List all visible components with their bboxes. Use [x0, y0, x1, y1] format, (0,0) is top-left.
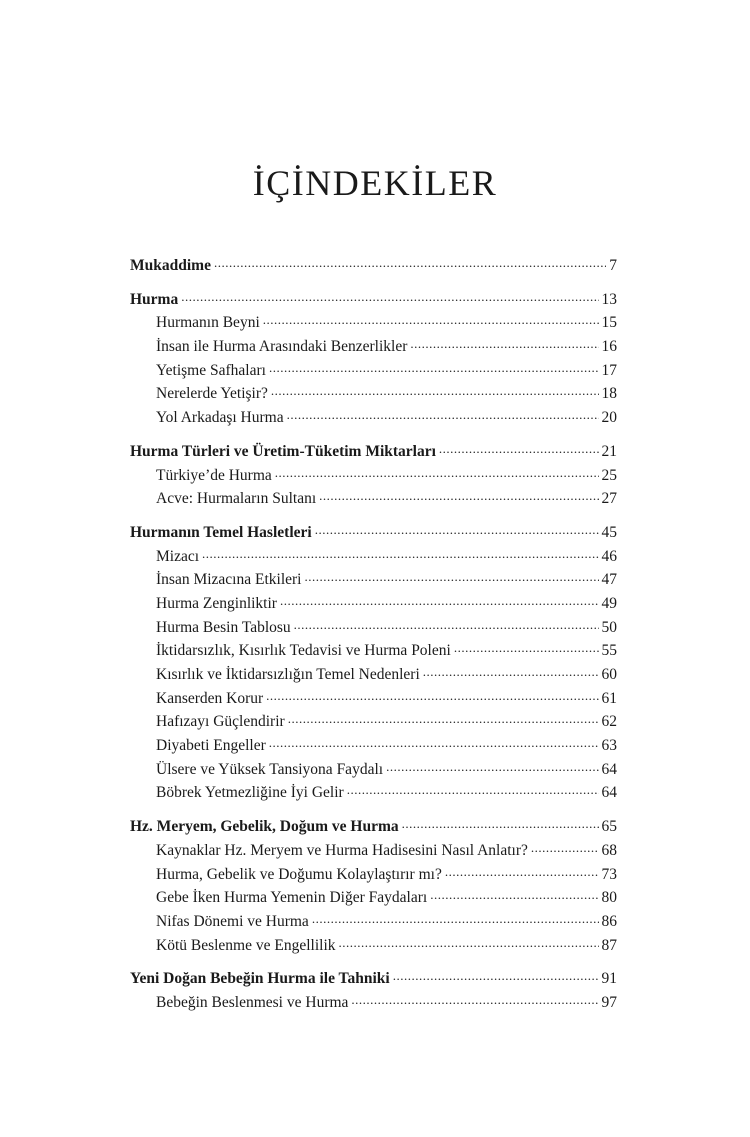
toc-page-number: 20: [601, 409, 617, 427]
toc-subentry[interactable]: [130, 545, 617, 569]
toc-entry-title: Hurma Zenginliktir: [156, 594, 277, 612]
dot-leader: [266, 689, 598, 703]
toc-subentry[interactable]: [130, 616, 617, 640]
toc-section: [130, 440, 617, 511]
toc-page-number: 16: [601, 338, 617, 356]
toc-entry-title: Yetişme Safhaları: [156, 361, 266, 379]
toc-subentry[interactable]: [130, 311, 617, 335]
toc-page-number: 80: [601, 889, 617, 907]
toc-entry-title: Kaynaklar Hz. Meryem ve Hurma Hadisesini Nasıl Anlatır?: [156, 841, 528, 859]
table-of-contents: [130, 254, 617, 1025]
toc-chapter[interactable]: [130, 440, 617, 464]
toc-subentry[interactable]: [130, 734, 617, 758]
toc-subentry[interactable]: [130, 487, 617, 511]
dot-leader: [269, 361, 599, 375]
toc-page-number: 25: [601, 466, 617, 484]
toc-chapter[interactable]: [130, 288, 617, 312]
toc-entry-title: Hafızayı Güçlendirir: [156, 713, 285, 731]
dot-leader: [402, 817, 599, 831]
dot-leader: [347, 783, 599, 797]
toc-page-number: 49: [601, 594, 617, 612]
dot-leader: [410, 337, 598, 351]
dot-leader: [269, 736, 599, 750]
toc-page-number: 62: [601, 713, 617, 731]
toc-entry-title: İnsan ile Hurma Arasındaki Benzerlikler: [156, 338, 408, 356]
dot-leader: [202, 547, 598, 561]
toc-entry-title: Böbrek Yetmezliğine İyi Gelir: [156, 784, 344, 802]
toc-chapter[interactable]: [130, 967, 617, 991]
toc-page-number: 91: [601, 970, 617, 988]
toc-page-number: 64: [601, 784, 617, 802]
toc-subentry[interactable]: [130, 406, 617, 430]
toc-entry-title: Nifas Dönemi ve Hurma: [156, 912, 309, 930]
dot-leader: [315, 523, 599, 537]
toc-subentry[interactable]: [130, 359, 617, 383]
toc-entry-title: Hurmanın Beyni: [156, 314, 260, 332]
toc-subentry[interactable]: [130, 839, 617, 863]
toc-subentry[interactable]: [130, 863, 617, 887]
toc-entry-title: Hurmanın Temel Hasletleri: [130, 523, 312, 541]
toc-page-number: 64: [601, 760, 617, 778]
toc-entry-title: Bebeğin Beslenmesi ve Hurma: [156, 993, 349, 1011]
dot-leader: [454, 641, 599, 655]
toc-page-number: 21: [601, 442, 617, 460]
dot-leader: [288, 712, 599, 726]
toc-subentry[interactable]: [130, 886, 617, 910]
dot-leader: [386, 760, 598, 774]
toc-section: [130, 288, 617, 430]
toc-entry-title: Kötü Beslenme ve Engellilik: [156, 936, 336, 954]
toc-page-number: 87: [601, 936, 617, 954]
toc-subentry[interactable]: [130, 464, 617, 488]
toc-entry-title: Mizacı: [156, 547, 200, 565]
toc-entry-title: Hurma: [130, 290, 179, 308]
toc-subentry[interactable]: [130, 710, 617, 734]
toc-entry-title: Diyabeti Engeller: [156, 737, 266, 755]
toc-subentry[interactable]: [130, 934, 617, 958]
toc-page-number: 15: [601, 314, 617, 332]
toc-section: [130, 521, 617, 805]
toc-entry-title: İnsan Mizacına Etkileri: [156, 571, 302, 589]
toc-section: [130, 254, 617, 278]
toc-entry-title: Hurma Türleri ve Üretim-Tüketim Miktarları: [130, 442, 436, 460]
toc-page-number: 55: [601, 642, 617, 660]
toc-page-number: 68: [601, 841, 617, 859]
toc-entry-title: Ülsere ve Yüksek Tansiyona Faydalı: [156, 760, 384, 778]
toc-page-number: 46: [601, 547, 617, 565]
dot-leader: [445, 865, 599, 879]
toc-subentry[interactable]: [130, 910, 617, 934]
toc-entry-title: Türkiye’de Hurma: [156, 466, 272, 484]
toc-page-number: 50: [601, 618, 617, 636]
dot-leader: [351, 993, 598, 1007]
toc-page-number: 17: [601, 361, 617, 379]
toc-subentry[interactable]: [130, 663, 617, 687]
toc-page-number: 86: [601, 912, 617, 930]
dot-leader: [393, 969, 599, 983]
toc-entry-title: Yol Arkadaşı Hurma: [156, 409, 284, 427]
dot-leader: [271, 384, 599, 398]
toc-subentry[interactable]: [130, 592, 617, 616]
toc-entry-title: Kanserden Korur: [156, 689, 264, 707]
dot-leader: [214, 256, 606, 270]
dot-leader: [339, 936, 599, 950]
toc-entry-title: Yeni Doğan Bebeğin Hurma ile Tahniki: [130, 970, 390, 988]
toc-subentry[interactable]: [130, 335, 617, 359]
toc-subentry[interactable]: [130, 639, 617, 663]
toc-section: [130, 967, 617, 1014]
dot-leader: [430, 888, 598, 902]
toc-page-number: 27: [601, 490, 617, 508]
dot-leader: [287, 408, 599, 422]
toc-entry-title: Hurma, Gebelik ve Doğumu Kolaylaştırır mı?: [156, 865, 442, 883]
toc-page-number: 73: [601, 865, 617, 883]
dot-leader: [181, 290, 598, 304]
toc-entry-title: Nerelerde Yetişir?: [156, 385, 268, 403]
toc-page-number: 61: [601, 689, 617, 707]
dot-leader: [275, 466, 599, 480]
toc-entry-title: Gebe İken Hurma Yemenin Diğer Faydaları: [156, 889, 428, 907]
toc-chapter[interactable]: [130, 815, 617, 839]
toc-chapter[interactable]: [130, 521, 617, 545]
toc-section: [130, 815, 617, 957]
dot-leader: [294, 618, 599, 632]
toc-entry-title: Hz. Meryem, Gebelik, Doğum ve Hurma: [130, 818, 399, 836]
toc-subentry[interactable]: [130, 382, 617, 406]
toc-subentry[interactable]: [130, 568, 617, 592]
dot-leader: [263, 313, 599, 327]
dot-leader: [439, 442, 599, 456]
page-title: İÇİNDEKİLER: [252, 163, 498, 204]
toc-page-number: 63: [601, 737, 617, 755]
toc-entry-title: Kısırlık ve İktidarsızlığın Temel Nedenleri: [156, 666, 420, 683]
toc-page-number: 47: [601, 571, 617, 589]
toc-subentry[interactable]: [130, 991, 617, 1015]
dot-leader: [423, 665, 599, 679]
toc-page-number: 18: [601, 385, 617, 403]
dot-leader: [280, 594, 599, 608]
toc-entry-title: Hurma Besin Tablosu: [156, 618, 291, 636]
toc-page-number: 7: [609, 257, 617, 274]
dot-leader: [319, 489, 598, 503]
toc-page-number: 97: [601, 993, 617, 1011]
dot-leader: [304, 570, 598, 584]
toc-subentry[interactable]: [130, 781, 617, 805]
toc-chapter[interactable]: [130, 254, 617, 278]
toc-page-number: 45: [601, 523, 617, 541]
toc-page-number: 60: [601, 666, 617, 683]
dot-leader: [531, 841, 599, 855]
toc-subentry[interactable]: [130, 687, 617, 711]
toc-entry-title: Mukaddime: [130, 257, 211, 274]
dot-leader: [312, 912, 599, 926]
toc-entry-title: Acve: Hurmaların Sultanı: [156, 490, 317, 508]
toc-page-number: 65: [601, 818, 617, 836]
toc-subentry[interactable]: [130, 758, 617, 782]
toc-entry-title: İktidarsızlık, Kısırlık Tedavisi ve Hurma Poleni: [156, 642, 451, 660]
toc-page-number: 13: [601, 290, 617, 308]
